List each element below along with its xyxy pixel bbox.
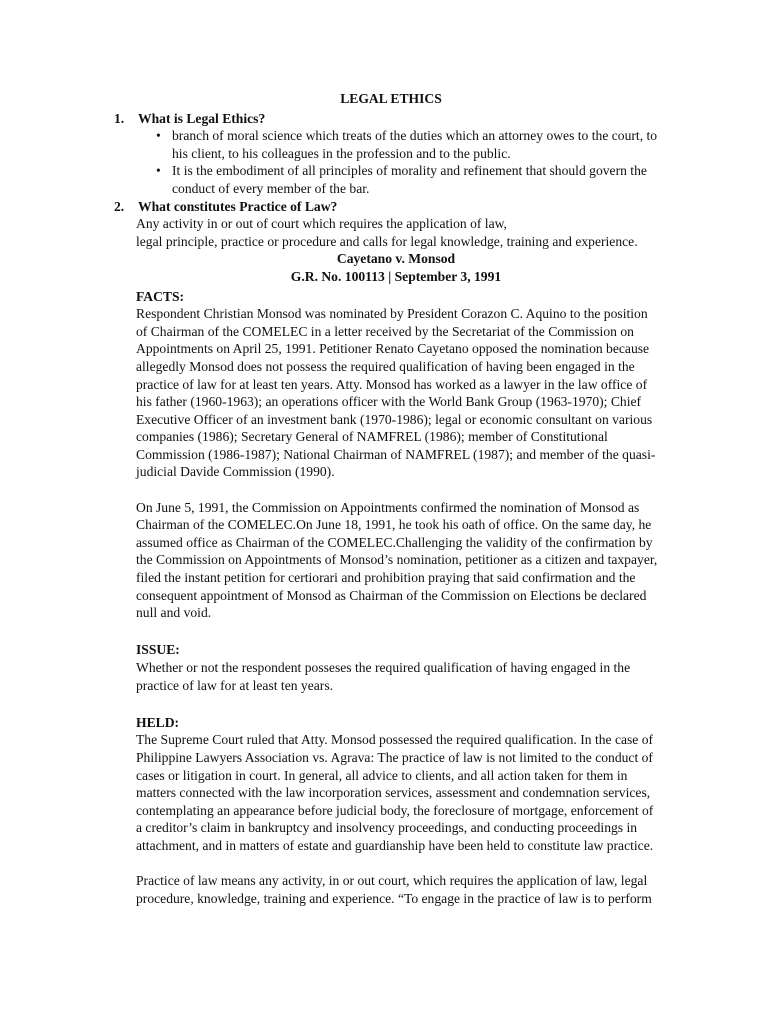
question-1-number: 1. [114,110,125,126]
held-paragraph: Practice of law means any activity, in or out court, which requires the application of law, legal procedure, knowledge, training and experience. “To engage in the practice of law is to perform [136,873,652,906]
bullet-item [144,127,662,162]
paragraph-spacer [114,694,662,712]
case-citation: G.R. No. 100113 | September 3, 1991 [290,268,502,284]
facts-paragraph: Respondent Christian Monsod was nominated by President Corazon C. Aquino to the position of Chairman of the COMELEC in a letter received by the Secretariat of the Commission on Appointments on April 25, 1991. Petitioner Renato Cayetano opposed the nomination because allegedly Monsod does not possess the required qualification of having been engaged in the practice of law for at least ten years. Atty. Monsod has worked as a lawyer in the law office of his father (1960-1963); an operations officer with the World Bank Group (1963-1970); Chief Executive Officer of an investment bank (1970-1986); legal or economic consultant on various companies (1986); Secretary General of NAMFREL (1986); member of Constitutional Commission (1986-1987); National Chairman of NAMFREL (1987); and member of the quasi-judicial Davide Commission (1990). [136,306,656,480]
question-1 [114,110,662,128]
question-2-label: What constitutes Practice of Law? [138,198,338,214]
bullet-icon: • [156,128,161,144]
question-2-answer [114,215,662,250]
question-2-number: 2. [114,198,125,214]
case-name: Cayetano v. Monsod [336,251,456,267]
held-paragraph: The Supreme Court ruled that Atty. Monsod possessed the required qualification. In the case of Philippine Lawyers Association vs. Agrava: The practice of law is not limited to the conduct of cases or litigation in court. In general, all advice to clients, and all action taken for them in matters connected with the law incorporation services, assessment and condemnation services, contemplating an appearance before judicial body, the foreclosure of mortgage, enforcement of a creditor’s claim in bankruptcy and insolvency proceedings, and conducting proceedings in attachment, and in matters of estate and guardianship have been held to constitute law practice. [136,732,654,853]
paragraph-spacer [114,855,662,873]
issue-paragraph: Whether or not the respondent posseses the required qualification of having engaged in the practice of law for at least ten years. [136,660,631,693]
bullet-text: branch of moral science which treats of the duties which an attorney owes to the court, to his client, to his colleagues in the profession and to the public. [172,128,658,161]
bullet-icon: • [156,163,161,179]
answer-line: Any activity in or out of court which requires the application of law, [136,216,507,232]
issue-heading: ISSUE: [136,642,180,658]
bullet-item [144,162,662,197]
document-title: LEGAL ETHICS [340,91,442,106]
facts-heading: FACTS: [136,288,185,304]
bullet-text: It is the embodiment of all principles of morality and refinement that should govern the conduct of every member of the bar. [172,163,647,196]
document-content [114,90,662,907]
question-1-label: What is Legal Ethics? [138,110,266,126]
question-1-bullets [114,127,662,197]
answer-line: legal principle, practice or procedure and calls for legal knowledge, training and experience. [136,233,638,249]
question-2 [114,198,662,216]
paragraph-spacer [114,622,662,640]
facts-paragraph: On June 5, 1991, the Commission on Appointments confirmed the nomination of Monsod as Chairman of the COMELEC.On June 18, 1991, he took his oath of office. On the same day, he assumed office as Chairman of the COMELEC.Challenging the validity of the confirmation by the Commission on Appointments of Monsod’s nomination, petitioner as a citizen and taxpayer, filed the instant petition for certiorari and prohibition praying that said confirmation and the consequent appointment of Monsod as Chairman of the Commission on Elections be declared null and void. [136,499,658,621]
paragraph-spacer [114,481,662,499]
held-heading: HELD: [136,714,180,730]
